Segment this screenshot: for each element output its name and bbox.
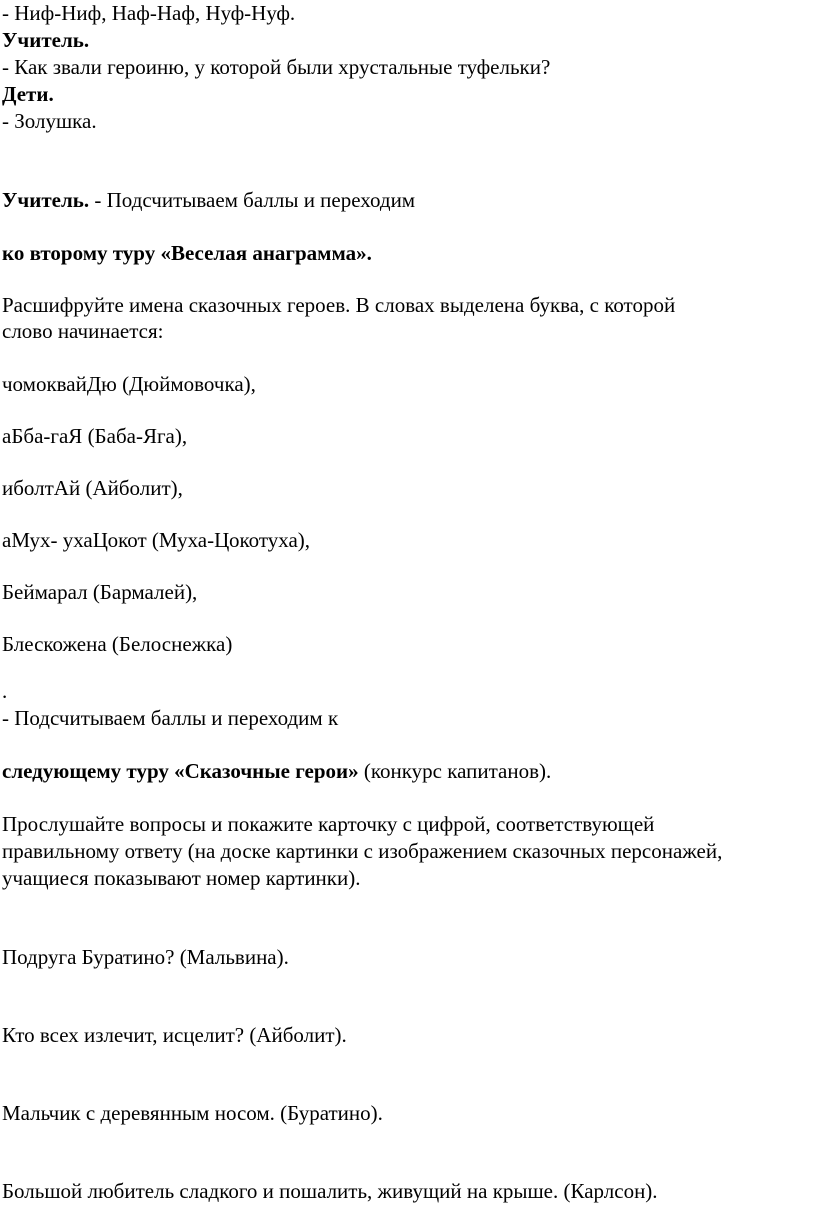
instruction-line-5: учащиеся показывают номер картинки). [2, 866, 361, 890]
speaker-label: Учитель. [2, 188, 90, 212]
question-line-cinderella: - Как звали героиню, у которой были хрустальные туфельки? [2, 55, 551, 79]
anagram-item: аБба-гаЯ (Баба-Яга), [2, 424, 188, 448]
speaker-label: Учитель. [2, 28, 90, 52]
round-title: ко второму туру «Веселая анаграмма». [2, 241, 372, 265]
teacher-text: - Подсчитываем баллы и переходим [89, 188, 416, 212]
anagram-item: Беймарал (Бармалей), [2, 580, 198, 604]
anagram-item: иболтАй (Айболит), [2, 476, 183, 500]
round-three-heading [2, 758, 551, 784]
question-item: Мальчик с деревянным носом. (Буратино). [2, 1101, 383, 1125]
instruction-line-3: Прослушайте вопросы и покажите карточку с цифрой, соответствующей [2, 812, 655, 836]
anagram-item: аМух- ухаЦокот (Муха-Цокотуха), [2, 528, 311, 552]
instruction-line-2: слово начинается: [2, 319, 164, 343]
instruction-line-4: правильному ответу (на доске картинки с изображением сказочных персонажей, [2, 839, 723, 863]
round-two-heading [2, 240, 372, 266]
round-note: (конкурс капитанов). [358, 759, 552, 783]
answer-line-piglets: - Ниф-Ниф, Наф-Наф, Нуф-Нуф. [2, 1, 296, 25]
question-item: Кто всех излечит, исцелит? (Айболит). [2, 1023, 347, 1047]
anagram-item: чомоквайДю (Дюймовочка), [2, 372, 256, 396]
anagram-item: Блескожена (Белоснежка) [2, 632, 233, 656]
teacher-line-score [2, 187, 415, 213]
speaker-teacher [2, 27, 89, 53]
question-item: Большой любитель сладкого и пошалить, живущий на крыше. (Карлсон). [2, 1179, 658, 1203]
round-title: следующему туру «Сказочные герои» [2, 759, 359, 783]
instruction-line-1: Расшифруйте имена сказочных героев. В словах выделена буква, с которой [2, 293, 676, 317]
question-item: Подруга Буратино? (Мальвина). [2, 945, 289, 969]
separator-dot: . [2, 679, 8, 703]
answer-line-cinderella: - Золушка. [2, 109, 97, 133]
transition-line: - Подсчитываем баллы и переходим к [2, 706, 339, 730]
speaker-children [2, 81, 54, 107]
speaker-label: Дети. [2, 82, 54, 106]
